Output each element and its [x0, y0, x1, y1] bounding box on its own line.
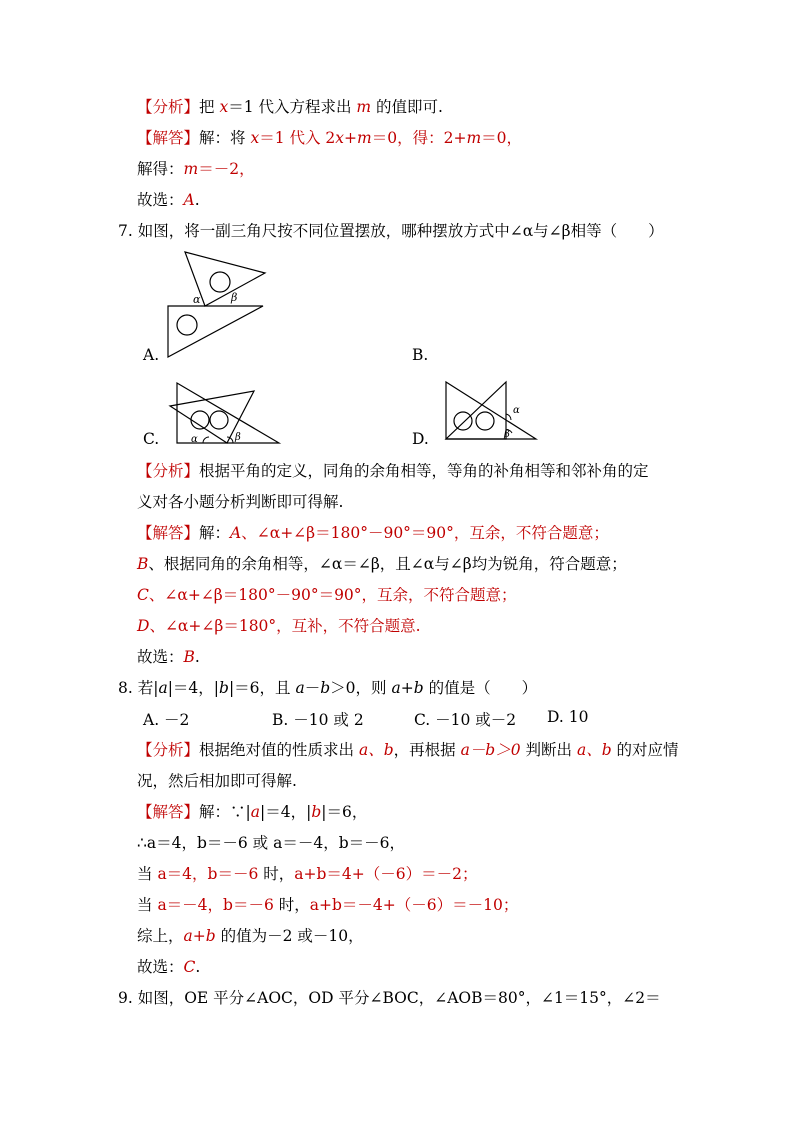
text: +	[400, 679, 414, 697]
text: 的值为－2 或－10，	[215, 927, 364, 945]
alpha-label: α	[191, 434, 198, 445]
q8-step1: ∴a＝4，b＝－6 或 a＝－4，b＝－6，	[137, 834, 405, 852]
text: |＝4，|	[260, 803, 312, 821]
text: .	[194, 648, 200, 666]
var: a、b	[576, 741, 612, 759]
option-d-label: D.	[412, 430, 429, 448]
beta-label: β	[504, 429, 510, 440]
text: 时，	[273, 896, 310, 914]
q8-step3	[137, 894, 518, 916]
answer-tag: 【解答】	[137, 803, 200, 821]
text: 的值即可.	[371, 98, 443, 116]
q8-analysis	[137, 739, 679, 761]
text: a＝4，b＝－6	[157, 865, 259, 883]
q7-choose	[137, 646, 200, 668]
q7-answer	[137, 522, 609, 544]
var: m	[356, 98, 372, 116]
text: 的对应情	[611, 741, 679, 759]
text: ＝1 代入方程求出	[228, 98, 357, 116]
text: ＝0，得：2+	[371, 129, 467, 147]
answer-letter: A	[183, 191, 195, 209]
text: .	[195, 958, 201, 976]
text: 、∠α+∠β＝180°－90°＝90°，互余，不符合题意；	[148, 586, 517, 604]
var: b	[219, 679, 229, 697]
text: |＝4，|	[167, 679, 220, 697]
text: |＝6，	[321, 803, 368, 821]
text: 根据平角的定义，同角的余角相等，等角的补角相等和邻补角的定	[199, 462, 649, 480]
option-c-label: C.	[143, 430, 160, 448]
var: b	[320, 679, 331, 697]
q8-question	[118, 677, 537, 699]
answer-tag: 【解答】	[137, 524, 200, 542]
text: 时，	[258, 865, 295, 883]
text: .	[194, 191, 200, 209]
option-a-label: A.	[143, 346, 160, 364]
answer-letter: B	[183, 648, 195, 666]
var: a	[295, 679, 305, 697]
beta-label: β	[231, 291, 238, 304]
q8-option-a: A. －2	[143, 711, 190, 729]
text: －	[304, 679, 321, 697]
var: a+b	[183, 927, 216, 945]
text: 解：将	[199, 129, 251, 147]
letter: D	[137, 617, 150, 635]
q8-option-c: C. －10 或－2	[414, 711, 517, 729]
q7-answer-d	[137, 615, 421, 637]
var: x	[250, 129, 260, 147]
text: 解：∵|	[199, 803, 251, 821]
letter: C	[137, 586, 149, 604]
text: 故选：	[137, 648, 184, 666]
var: b	[413, 679, 424, 697]
var: a	[391, 679, 401, 697]
text: a+b＝4+（－6）＝－2；	[294, 865, 478, 883]
var: a、b	[358, 741, 394, 759]
q6-analysis	[137, 96, 443, 118]
q6-choose	[137, 189, 200, 211]
q6-solve	[137, 158, 255, 180]
text: 、∠α+∠β＝180°－90°＝90°，互余，不符合题意；	[241, 524, 609, 542]
letter: B	[137, 555, 149, 573]
text: 、∠α+∠β＝180°，互补，不符合题意.	[149, 617, 421, 635]
q7-analysis-cont: 义对各小题分析判断即可得解.	[137, 493, 344, 511]
figure-c	[167, 380, 282, 450]
q7-answer-c	[137, 584, 517, 606]
q7-answer-b	[137, 553, 627, 575]
beta-label: β	[235, 432, 241, 443]
text: +	[344, 129, 358, 147]
q8-step4	[137, 925, 364, 947]
text: 故选：	[137, 958, 184, 976]
text: 故选：	[137, 191, 184, 209]
text: 把	[199, 98, 220, 116]
analysis-tag: 【分析】	[137, 98, 200, 116]
q8-choose	[137, 956, 200, 978]
text: 综上，	[137, 927, 184, 945]
text: 当	[137, 865, 158, 883]
answer-tag: 【解答】	[137, 129, 200, 147]
q9-question: 9. 如图，OE 平分∠AOC，OD 平分∠BOC，∠AOB＝80°，∠1＝15°，∠2＝	[118, 989, 661, 1007]
q7-question: 7. 如图，将一副三角尺按不同位置摆放，哪种摆放方式中∠α与∠β相等（ ）	[118, 222, 664, 240]
var: m	[466, 129, 482, 147]
q7-analysis	[137, 460, 649, 482]
analysis-tag: 【分析】	[137, 462, 200, 480]
var: a	[158, 679, 168, 697]
analysis-tag: 【分析】	[137, 741, 200, 759]
text: ＝0，	[481, 129, 523, 147]
q8-answer	[137, 801, 367, 823]
text: 8. 若|	[118, 679, 159, 697]
q8-option-d: D. 10	[547, 708, 589, 726]
var: a－b＞0	[460, 741, 521, 759]
q6-answer	[137, 127, 522, 149]
var: x	[219, 98, 229, 116]
q8-step2	[137, 863, 478, 885]
letter: A	[230, 524, 242, 542]
text: ，再根据	[393, 741, 461, 759]
text: 的值是（ ）	[423, 679, 538, 697]
text: 、根据同角的余角相等，∠α＝∠β，且∠α与∠β均为锐角，符合题意；	[148, 555, 627, 573]
var: m	[357, 129, 372, 147]
figure-a	[165, 250, 275, 364]
alpha-label: α	[513, 405, 520, 416]
var: x	[335, 129, 345, 147]
text: ＝－2，	[198, 160, 255, 178]
figure-d	[444, 380, 539, 446]
text: a＝－4，b＝－6	[157, 896, 274, 914]
q8-option-b: B. －10 或 2	[272, 711, 364, 729]
text: 当	[137, 896, 158, 914]
text: 判断出	[520, 741, 577, 759]
text: 解：	[199, 524, 231, 542]
answer-letter: C	[183, 958, 196, 976]
text: 根据绝对值的性质求出	[199, 741, 359, 759]
text: ＞0，则	[330, 679, 392, 697]
option-b-label: B.	[412, 346, 429, 364]
var: m	[183, 160, 199, 178]
text: ＝1 代入 2	[259, 129, 336, 147]
text: a+b＝－4+（－6）＝－10；	[309, 896, 519, 914]
var: b	[311, 803, 322, 821]
text: |＝6，且	[228, 679, 296, 697]
alpha-label: α	[193, 293, 201, 306]
var: a	[250, 803, 260, 821]
text: 解得：	[137, 160, 184, 178]
q8-analysis-cont: 况，然后相加即可得解.	[137, 772, 297, 790]
